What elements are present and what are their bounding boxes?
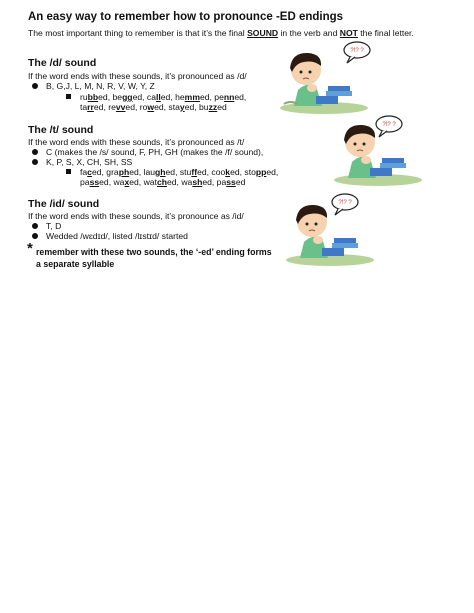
example-word-part: ed [199, 92, 210, 102]
t-sound-bullet-2 [46, 157, 132, 167]
example-word-part: ed [91, 167, 102, 177]
d-sound-letters: B, G,J, L, M, N, R, V, W, Y, Z [46, 81, 155, 91]
example-word [139, 177, 177, 187]
example-key-letters: ch [156, 177, 167, 187]
intro-keyword-not: NOT [339, 28, 358, 38]
d-examples-line-2 [80, 102, 227, 112]
d-sound-letters-bullet [46, 81, 155, 91]
example-word-part: ed [230, 167, 240, 177]
example-word-part: ed [184, 102, 195, 112]
example-word-part: ed [129, 167, 139, 177]
example-word [80, 167, 102, 177]
example-word-part: , re [103, 102, 116, 112]
syllable-note: remember with these two sounds, the ‘-ed’ ending forms a separate syllable [36, 247, 272, 269]
example-key-letters: pp [255, 167, 267, 177]
t-sound-letters-1: C (makes the /s/ sound, F, PH, GH (makes the /f/ sound), [46, 147, 264, 157]
d-sound-rule: If the word ends with these sounds, it’s pronounced as /d/ [28, 71, 247, 81]
example-word-part: ed [98, 92, 108, 102]
example-word [212, 177, 245, 187]
id-sound-letters: T, D [46, 221, 62, 231]
example-word-part: , stu [175, 167, 192, 177]
example-word [240, 167, 279, 177]
d-examples-line-1 [80, 92, 246, 102]
id-sound-bullet-2 [46, 231, 188, 241]
example-word [80, 102, 103, 112]
example-key-letters: bb [87, 92, 99, 102]
example-word-part: ed [217, 102, 227, 112]
example-word-part: , he [170, 92, 185, 102]
example-key-letters: gg [122, 92, 133, 102]
example-key-letters: gh [155, 167, 166, 177]
example-word-part: , wa [108, 177, 125, 187]
bubble-text: ?!? ? [338, 200, 352, 206]
example-word-part: ed [160, 92, 171, 102]
example-key-letters: rr [87, 102, 94, 112]
example-key-letters: ph [118, 167, 130, 177]
example-key-letters: w [147, 102, 155, 112]
example-word-part: ed [129, 177, 139, 187]
bullet-dot [32, 149, 38, 155]
example-word-part: , bu [194, 102, 209, 112]
example-word-part: , sta [163, 102, 180, 112]
example-word-part: ed [99, 177, 109, 187]
example-word-part: , wa [176, 177, 193, 187]
example-word-part: ed [235, 177, 246, 187]
intro-keyword-sound: SOUND [247, 28, 279, 38]
example-word-part: , ca [142, 92, 156, 102]
example-key-letters: ss [226, 177, 236, 187]
t-sound-bullet-1 [46, 147, 263, 157]
example-word-part: ed [197, 167, 207, 177]
bubble-text: ?!? ? [382, 122, 396, 128]
example-word [135, 102, 164, 112]
bubble-text: ?!? ? [350, 48, 364, 54]
t-examples-line-2 [80, 177, 245, 187]
id-sound-bullet-1 [46, 221, 61, 231]
t-sound-rule: If the word ends with these sounds, it’s pronounced as /t/ [28, 137, 245, 147]
example-word [108, 92, 142, 102]
intro-paragraph [28, 28, 448, 39]
example-word-part: , pe [209, 92, 224, 102]
example-word-part: , be [107, 92, 123, 102]
example-word [109, 177, 139, 187]
example-word-part: pa [80, 177, 90, 187]
intro-text: the final letter. [357, 28, 414, 38]
example-word-part: , coo [206, 167, 226, 177]
example-word-part: ed [93, 102, 104, 112]
example-word [164, 102, 195, 112]
t-sound-heading: The /t/ sound [28, 124, 94, 136]
example-word [103, 102, 135, 112]
bullet-square [66, 94, 71, 99]
bullet-dot [32, 233, 38, 239]
example-word [207, 167, 240, 177]
example-key-letters: vv [115, 102, 126, 112]
bullet-square [66, 169, 71, 174]
example-key-letters: x [124, 177, 130, 187]
bullet-dot [32, 223, 38, 229]
thought-bubble-icon [374, 114, 404, 138]
example-key-letters: k [225, 167, 231, 177]
id-sound-examples: Wedded /wɛdɪd/, listed /lɪstɪd/ started [46, 231, 188, 241]
example-word [142, 92, 170, 102]
example-word [102, 167, 139, 177]
example-key-letters: ff [191, 167, 198, 177]
example-word-part: fa [80, 167, 88, 177]
example-word-part: ed, [234, 92, 247, 102]
example-word-part: ta [80, 102, 88, 112]
example-word-part: , wat [138, 177, 157, 187]
intro-text: The most important thing to remember is that it’s the final [28, 28, 248, 38]
example-word-part: ed [125, 102, 135, 112]
example-key-letters: ss [89, 177, 100, 187]
example-word-part: ed, [266, 167, 279, 177]
example-key-letters: zz [208, 102, 218, 112]
t-sound-letters-2: K, P, S, X, CH, SH, SS [46, 157, 133, 167]
example-word-part: ed [154, 102, 164, 112]
example-key-letters: mm [184, 92, 200, 102]
thought-bubble-icon [330, 192, 360, 216]
example-word [175, 167, 207, 177]
note-asterisk: * [27, 240, 33, 257]
example-word-part: , sto [239, 167, 256, 177]
example-word [80, 177, 109, 187]
example-word-part: ed [166, 177, 177, 187]
example-word-part: , ro [134, 102, 148, 112]
example-key-letters: y [179, 102, 185, 112]
example-word [194, 102, 227, 112]
example-key-letters: sh [192, 177, 203, 187]
example-key-letters: c [87, 167, 92, 177]
intro-text: in the verb and [278, 28, 340, 38]
thought-bubble-icon [342, 40, 372, 64]
bullet-dot [32, 83, 38, 89]
bullet-dot [32, 159, 38, 165]
example-word-part: , pa [211, 177, 227, 187]
example-word-part: , gra [101, 167, 119, 177]
example-key-letters: ll [155, 92, 161, 102]
example-key-letters: nn [223, 92, 235, 102]
d-sound-heading: The /d/ sound [28, 57, 97, 69]
example-word-part: , lau [138, 167, 156, 177]
id-sound-heading: The /id/ sound [28, 198, 100, 210]
example-word [80, 92, 108, 102]
example-word [170, 92, 209, 102]
id-sound-rule: If the word ends with these sounds, it’s pronounce as /id/ [28, 211, 244, 221]
example-word [177, 177, 212, 187]
t-examples-line-1 [80, 167, 278, 177]
example-word-part: ed [165, 167, 176, 177]
example-word [210, 92, 247, 102]
example-word-part: ed [132, 92, 143, 102]
example-word-part: ru [80, 92, 88, 102]
example-word [139, 167, 175, 177]
example-word-part: ed [202, 177, 212, 187]
page-title: An easy way to remember how to pronounce -ED endings [28, 11, 344, 23]
